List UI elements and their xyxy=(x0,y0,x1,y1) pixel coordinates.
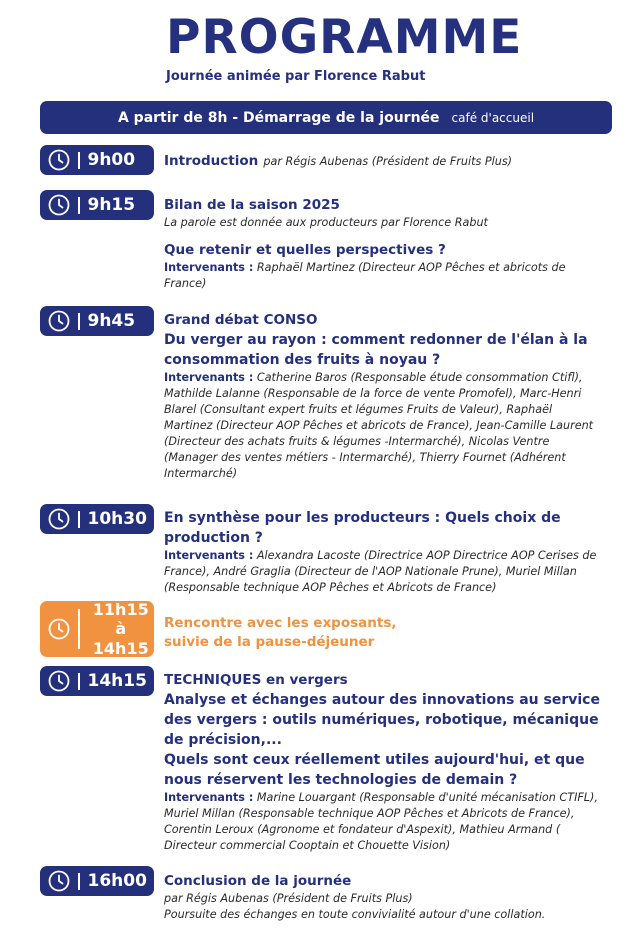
speakers-list: Marine Louargant (Responsable d'unité mécanisation CTIFL), Muriel Millan (Responsable technique AOP Pêches et Abricots de France), Corentin Leroux (Agronome et fondateur d'Aspexit), Mathieu Armand ( Directeur commercial Cooptain et Chouette Vision) xyxy=(164,791,598,852)
session-9h00 xyxy=(164,150,604,171)
session-by: par Régis Aubenas (Président de Fruits Plus) xyxy=(263,155,513,168)
session-time: 16h00 xyxy=(87,870,147,891)
page-subtitle: Journée animée par Florence Rabut xyxy=(166,69,426,84)
speakers-list: Alexandra Lacoste (Directrice AOP Directrice AOP Cerises de France), André Graglia (Directeur de l'AOP Nationale Prune), Muriel Millan (Responsable technique AOP Pêches et Abricots de France) xyxy=(164,549,597,594)
page-title: PROGRAMME xyxy=(166,10,523,65)
clock-icon xyxy=(48,870,70,892)
session-by: par Régis Aubenas (Président de Fruits Plus) xyxy=(164,892,413,905)
session-9h15 xyxy=(164,196,604,292)
session-time: 9h00 xyxy=(87,149,136,170)
session-title-rest: pour les producteurs : Quels choix de production ? xyxy=(164,510,561,546)
session-title-bold: TECHNIQUES xyxy=(164,672,262,688)
session-line: La parole est donnée aux producteurs par Florence Rabut xyxy=(164,216,488,229)
session-question: Que retenir et quelles perspectives ? xyxy=(164,242,446,258)
clock-icon xyxy=(48,618,70,640)
clock-icon xyxy=(48,310,70,332)
speakers-list: Catherine Baros (Responsable étude consommation Ctifl), Mathilde Lalanne (Responsable de la force de vente Promofel), Marc-Henri Blarel (Consultant expert fruits et légumes Fruits de Valeur), Raphaël Martinez (Directeur AOP Pêches et abricots de France), Jean-Camille Laurent (Directeur des achats fruits & légumes -Intermarché), Nicolas Ventre (Manager des ventes métiers - Intermarché), Thierry Fournet (Adhérent Intermarché) xyxy=(164,371,594,480)
badge-separator xyxy=(78,873,80,890)
badge-separator xyxy=(78,511,80,528)
session-14h15 xyxy=(164,671,604,854)
badge-separator xyxy=(78,152,80,169)
time-badge-9h00 xyxy=(40,145,154,175)
speakers-label: Intervenants : xyxy=(164,791,254,804)
session-title: Conclusion de la journée xyxy=(164,873,352,889)
clock-icon xyxy=(48,508,70,530)
session-title: Introduction xyxy=(164,153,259,169)
time-badge-14h15 xyxy=(40,666,154,696)
badge-separator xyxy=(78,609,80,649)
clock-icon xyxy=(48,194,70,216)
session-time: 9h15 xyxy=(87,194,136,215)
session-time: 10h30 xyxy=(87,508,147,529)
badge-separator xyxy=(78,313,80,330)
session-question-2: Quels sont ceux réellement utiles aujourd'hui, et que nous réservent les technologies de demain ? xyxy=(164,752,585,788)
time-badge-9h15 xyxy=(40,190,154,220)
session-title-rest: en vergers xyxy=(261,672,348,688)
session-9h45 xyxy=(164,311,604,482)
start-banner xyxy=(40,101,612,134)
session-subtitle: suivie de la pause-déjeuner xyxy=(164,634,375,650)
session-title: Grand débat CONSO xyxy=(164,312,318,328)
speakers-label: Intervenants : xyxy=(164,549,254,562)
session-16h00 xyxy=(164,872,604,923)
session-time: 9h45 xyxy=(87,310,136,331)
session-time: 14h15 xyxy=(87,670,147,691)
session-time-end: à 14h15 xyxy=(92,619,149,658)
session-time-start: 11h15 xyxy=(92,600,149,620)
session-lunch xyxy=(164,614,604,652)
session-question: Du verger au rayon : comment redonner de l'élan à la consommation des fruits à noyau ? xyxy=(164,332,588,368)
speakers-label: Intervenants : xyxy=(164,261,254,274)
clock-icon xyxy=(48,670,70,692)
banner-main: A partir de 8h - Démarrage de la journée xyxy=(117,109,440,126)
time-badge-9h45 xyxy=(40,306,154,336)
badge-separator xyxy=(78,197,80,214)
time-badge-10h30 xyxy=(40,504,154,534)
session-line: Poursuite des échanges en toute convivialité autour d'une collation. xyxy=(164,908,546,921)
badge-separator xyxy=(78,673,80,690)
session-10h30 xyxy=(164,508,604,596)
speakers-list: Raphaël Martinez (Directeur AOP Pêches et abricots de France) xyxy=(164,261,566,290)
banner-note: café d'accueil xyxy=(451,110,535,125)
time-badge-lunch xyxy=(40,601,154,657)
session-title-bold: En synthèse xyxy=(164,510,260,526)
session-title: Bilan de la saison 2025 xyxy=(164,197,340,213)
time-badge-16h00 xyxy=(40,866,154,896)
session-question-1: Analyse et échanges autour des innovations au service des vergers : outils numériques, robotique, mécanique de précision,... xyxy=(164,692,600,748)
speakers-label: Intervenants : xyxy=(164,371,254,384)
clock-icon xyxy=(48,149,70,171)
session-title: Rencontre avec les exposants, xyxy=(164,615,397,631)
